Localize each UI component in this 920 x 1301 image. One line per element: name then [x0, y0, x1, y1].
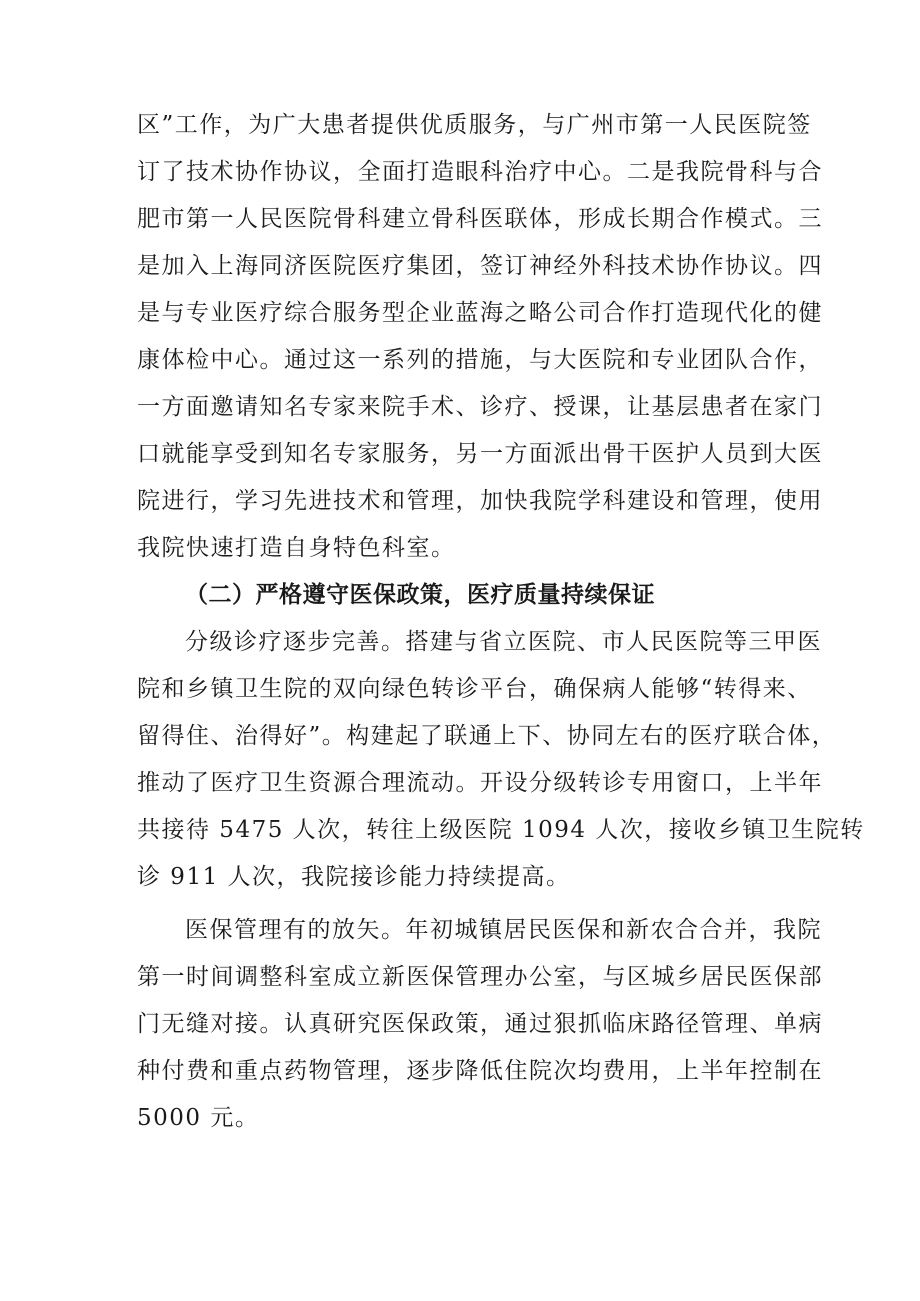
paragraph-line: 我院快速打造自身特色科室。 [137, 535, 456, 561]
paragraph-line: 分级诊疗逐步完善。搭建与省立医院、市人民医院等三甲医 [185, 629, 822, 655]
paragraph-line: 推动了医疗卫生资源合理流动。开设分级转诊专用窗口，上半年 [137, 770, 823, 796]
paragraph-line: 留得住、治得好”。构建起了联通上下、协同左右的医疗联合体， [137, 723, 837, 749]
paragraph-3 [137, 907, 823, 1142]
paragraph-line: 是加入上海同济医院医疗集团，签订神经外科技术协作协议。四 [137, 253, 823, 279]
paragraph-line: 区”工作，为广大患者提供优质服务，与广州市第一人民医院签 [137, 112, 812, 138]
paragraph-line: 5000 元。 [137, 1105, 260, 1131]
paragraph-2 [137, 619, 865, 901]
paragraph-line: 共接待 5475 人次，转往上级医院 1094 人次，接收乡镇卫生院转 [137, 817, 865, 843]
paragraph-1 [137, 102, 823, 572]
paragraph-line: 医保管理有的放矢。年初城镇居民医保和新农合合并，我院 [185, 917, 822, 943]
paragraph-line: 是与专业医疗综合服务型企业蓝海之略公司合作打造现代化的健 [137, 300, 823, 326]
paragraph-line: 口就能享受到知名专家服务，另一方面派出骨干医护人员到大医 [137, 441, 823, 467]
paragraph-line: 一方面邀请知名专家来院手术、诊疗、授课，让基层患者在家门 [137, 394, 823, 420]
document-body [137, 102, 865, 1142]
paragraph-line: 院和乡镇卫生院的双向绿色转诊平台，确保病人能够“转得来、 [137, 676, 812, 702]
paragraph-line: 诊 911 人次，我院接诊能力持续提高。 [137, 864, 571, 890]
paragraph-line: 康体检中心。通过这一系列的措施，与大医院和专业团队合作， [137, 347, 823, 373]
paragraph-line: 门无缝对接。认真研究医保政策，通过狠抓临床路径管理、单病 [137, 1011, 823, 1037]
paragraph-line: 种付费和重点药物管理，逐步降低住院次均费用，上半年控制在 [137, 1058, 823, 1084]
section-heading: （二）严格遵守医保政策，医疗质量持续保证 [185, 582, 655, 608]
paragraph-line: 第一时间调整科室成立新医保管理办公室，与区城乡居民医保部 [137, 964, 823, 990]
paragraph-line: 肥市第一人民医院骨科建立骨科医联体，形成长期合作模式。三 [137, 206, 823, 232]
paragraph-line: 院进行，学习先进技术和管理，加快我院学科建设和管理，使用 [137, 488, 823, 514]
paragraph-line: 订了技术协作协议，全面打造眼科治疗中心。二是我院骨科与合 [137, 159, 823, 185]
